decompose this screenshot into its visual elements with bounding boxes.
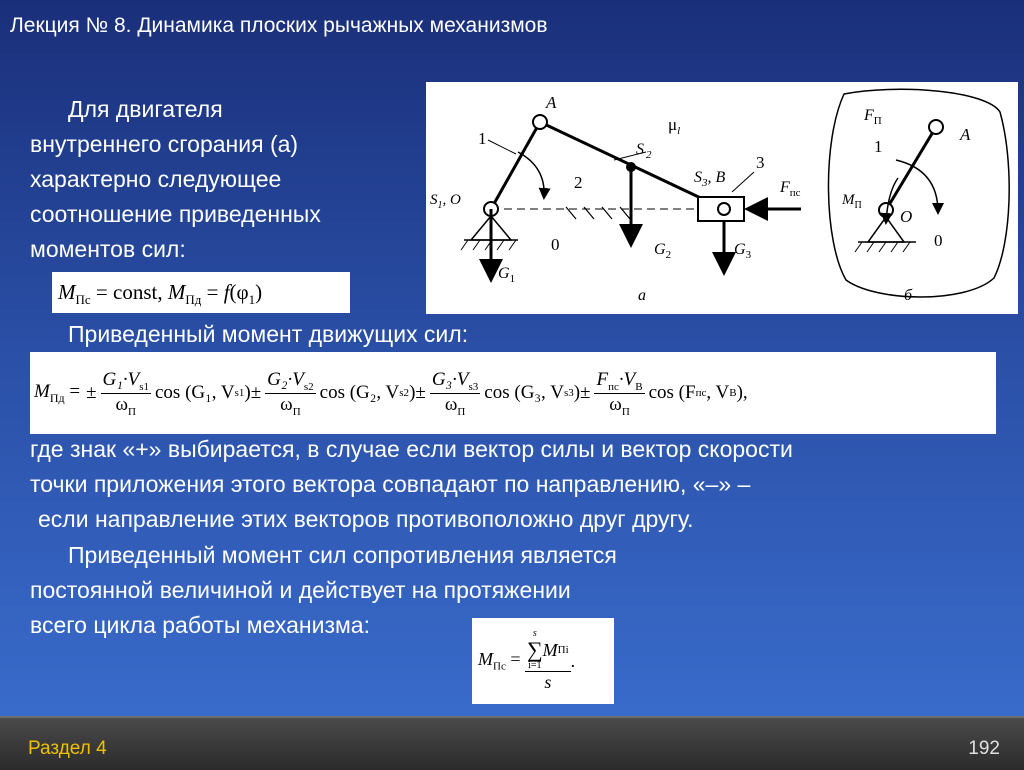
moment-arrow-b [896, 160, 938, 212]
label-g3: $G_3$ [734, 241, 752, 261]
mechanism-diagram [426, 82, 1018, 314]
label-mu: $\mu_l$ [668, 115, 681, 137]
formula-resistance-moment: $M_{Пс}$ = s ∑ i=1 M Пi s . [472, 618, 614, 704]
intro-line: соотношение приведенных [30, 201, 321, 227]
formula-term: ± $G_2\cdot V_{s2}$ $\omega_П$ cos (G₂, V s2 ) [250, 368, 416, 418]
leader-1 [488, 140, 516, 154]
caption-b: б [904, 287, 913, 304]
page-number: 192 [968, 738, 1000, 759]
label-a-b: A [960, 125, 971, 144]
joint-a-b [929, 120, 943, 134]
formula-sub: Пд [185, 292, 202, 308]
formula-text: = [201, 280, 224, 304]
intro-line: характерно следующее [30, 166, 282, 192]
label-s3b: $S_3$, B [694, 169, 726, 189]
crank-link [491, 122, 540, 209]
label-mp-b: $M_П$ [842, 192, 862, 211]
sign-explanation [30, 432, 793, 537]
moment-heading [30, 317, 468, 352]
label-0-b: 0 [934, 231, 943, 250]
formula-term: ± $G_1\cdot V_{s1}$ $\omega_П$ cos (G₁, V s1 ) [86, 368, 251, 418]
sign-line: где знак «+» выбирается, в случае если вектор силы и вектор скорости [30, 436, 793, 462]
label-1: 1 [478, 129, 487, 148]
formula-term: ± $G_3\cdot V_{s3}$ $\omega_П$ cos (G₃, V s3 ) [415, 368, 581, 418]
formula-symbol: f [223, 280, 230, 304]
formula-ratio: $M_{Пс}$ = const, $M_{Пд} = f(\varphi_1)$ [52, 272, 350, 313]
label-2: 2 [574, 173, 583, 192]
label-g2: $G_2$ [654, 241, 672, 261]
rotation-arrow [518, 152, 544, 197]
intro-line: Для двигателя [68, 96, 223, 122]
formula-term: ± $F_{пс}\cdot V_B$ $\omega_П$ cos (F пс , V B ), [580, 368, 748, 418]
caption-a: а [638, 287, 646, 304]
support-hatch [461, 240, 516, 250]
formula-lhs: $M_{Пд}$ = [34, 380, 81, 405]
formula-sub: Пс [75, 292, 91, 308]
label-a: A [546, 93, 557, 112]
section-label: Раздел 4 [28, 738, 107, 759]
body-outline [828, 89, 1009, 297]
formula-symbol: M [167, 280, 186, 304]
joint-b [718, 203, 730, 215]
label-fp-b: $F_П$ [864, 107, 882, 127]
intro-text [30, 92, 321, 267]
label-s2: S $_2$ [636, 141, 652, 161]
resistance-line: постоянной величиной и действует на протяжении [30, 577, 571, 603]
label-3: 3 [756, 153, 765, 172]
label-1-b: 1 [874, 137, 883, 156]
moment-heading-text: Приведенный момент движущих сил: [68, 321, 469, 347]
formula-text: = const, [90, 280, 163, 304]
resistance-line: Приведенный момент сил сопротивления является [68, 542, 617, 568]
crank-b [886, 127, 936, 210]
formula-symbol: M [58, 280, 76, 304]
label-s1o: $S_1$, O [430, 192, 461, 211]
sign-line: точки приложения этого вектора совпадают по направлению, «–» – [30, 471, 751, 497]
label-g1: $G_1$ [498, 265, 516, 285]
footer-bar [0, 716, 1024, 770]
label-o-b: O [900, 207, 913, 226]
formula-driving-moment [30, 352, 996, 434]
slide-title: Лекция № 8. Динамика плоских рычажных механизмов [10, 14, 548, 37]
formula-symbol: φ [236, 280, 249, 304]
sign-line: если направление этих векторов противоположно друг другу. [38, 506, 694, 532]
resistance-line: всего цикла работы механизма: [30, 612, 370, 638]
joint-a [533, 115, 547, 129]
label-0: 0 [551, 235, 560, 254]
hatch-b [855, 242, 910, 252]
intro-line: моментов сил: [30, 236, 186, 262]
label-fps: $F_{пс}$ [780, 179, 801, 199]
formula-sub: 1 [248, 292, 256, 308]
intro-line: внутреннего сгорания (а) [30, 131, 299, 157]
mechanism-figure [426, 82, 1018, 314]
leader-3 [732, 172, 754, 192]
